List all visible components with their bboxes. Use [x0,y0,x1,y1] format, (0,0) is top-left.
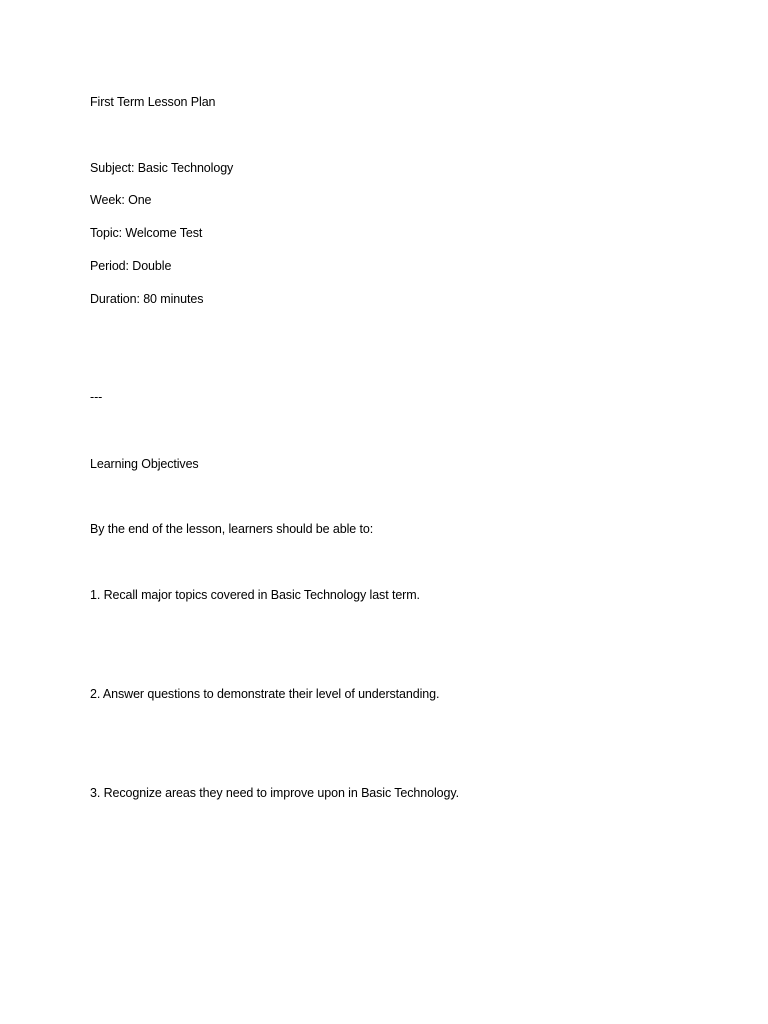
objective-item: 3. Recognize areas they need to improve upon in Basic Technology. [90,786,459,800]
week-line: Week: One [90,193,152,207]
objective-item: 1. Recall major topics covered in Basic Technology last term. [90,588,420,602]
objectives-heading: Learning Objectives [90,457,199,471]
objectives-intro: By the end of the lesson, learners should be able to: [90,522,374,536]
duration-line: Duration: 80 minutes [90,292,204,306]
document-title: First Term Lesson Plan [90,95,216,109]
subject-line: Subject: Basic Technology [90,161,234,175]
objective-item: 2. Answer questions to demonstrate their level of understanding. [90,687,440,701]
topic-line: Topic: Welcome Test [90,226,203,240]
section-divider: --- [90,390,103,404]
period-line: Period: Double [90,259,172,273]
